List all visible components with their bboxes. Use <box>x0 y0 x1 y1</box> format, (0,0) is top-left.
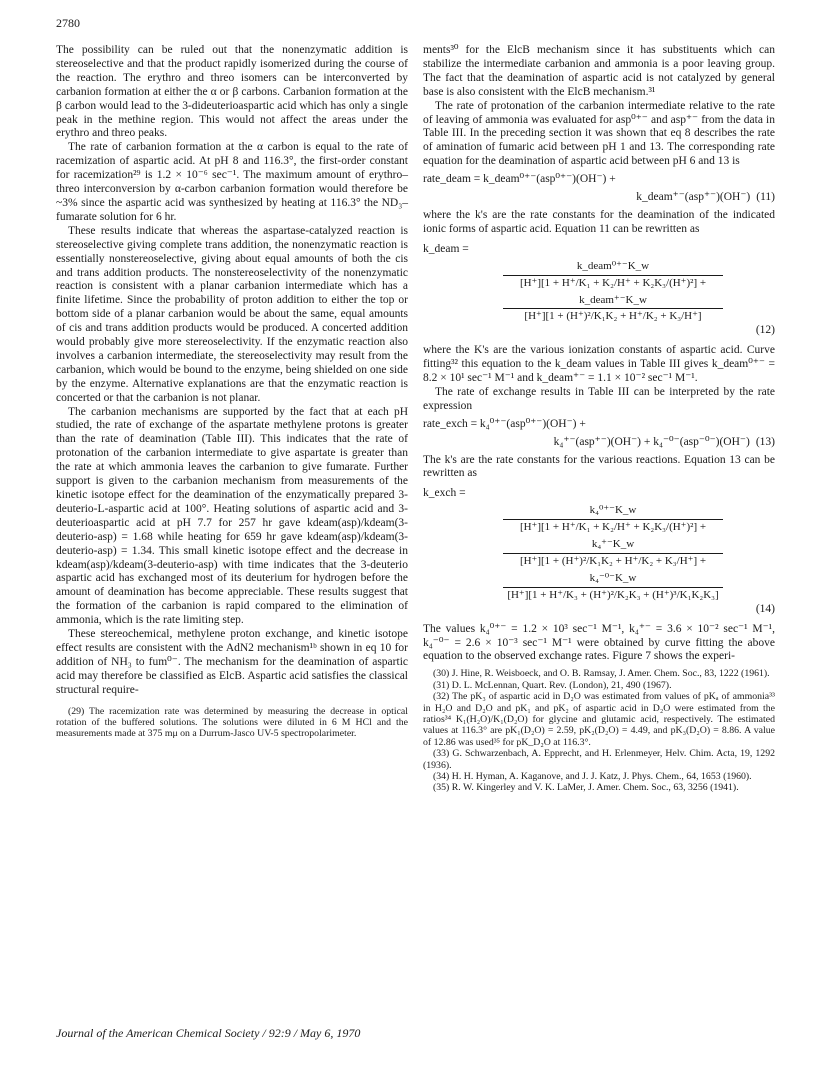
paragraph: where the k's are the rate constants for the deamination of the indicated ionic forms of aspartic acid. Equation 11 can be rewritten as <box>423 208 775 235</box>
equation-11 <box>423 173 775 205</box>
fraction-bar <box>503 275 723 276</box>
equation-number: (13) <box>755 435 775 448</box>
paragraph: The carbanion mechanisms are supported by the fact that at each pH studied, the rate of exchange of the aspartate methylene protons is greater than the rate of deamination (Table III). This indicates that the rate of protonation of the carbanion intermediate to give aspartate is greater than the rate at which ammonia leaves the carbanion to give fumarate. Further support is given to the carbanion mechanism from measurements of the kinetic isotope effect for the deamination of the enzymatically prepared 3-deuterio-L-aspartic acid at 100°. Heating solutions of aspartic acid and 3-deuterioaspartic acid at pH 7.7 for 257 hr gave kdeam(asp)/kdeam(3-deuterio-asp) = 1.68 while heating for 659 hr gave kdeam(asp)/kdeam(3-deuterio-asp) = 1.34. This small kinetic isotope effect and the decrease in kdeam(asp)/kdeam(3-deuterio-asp) with time indicates that the 3-deuterio aspartic acid has exchanged most of its deuterium for hydrogen before the amount of deamination has become appreciable. These results suggest that the formation of the carbanion is rapid compared to the elimination of ammonia, which is the rate limiting step. <box>56 405 408 627</box>
equation-number: (12) <box>755 324 775 337</box>
fraction-numerator: k_deam⁺⁻K_w <box>579 293 647 306</box>
paragraph: The k's are the rate constants for the various reactions. Equation 13 can be rewritten as <box>423 453 775 480</box>
fraction-denominator: [H⁺][1 + (H⁺)²/K₁K₂ + H⁺/K₂ + K₃/H⁺] <box>524 310 702 323</box>
fraction-denominator: [H⁺][1 + H⁺/K₁ + K₂/H⁺ + K₂K₃/(H⁺)²] + <box>519 521 707 534</box>
journal-footer: Journal of the American Chemical Society / 92:9 / May 6, 1970 <box>56 1026 361 1040</box>
fraction-numerator: k_deam⁰⁺⁻K_w <box>576 259 650 272</box>
equation-14 <box>423 487 775 616</box>
footnote: (31) D. L. McLennan, Quart. Rev. (London), 21, 490 (1967). <box>433 679 672 691</box>
fraction-bar <box>503 308 723 309</box>
equation-text: rate_deam = k_deam⁰⁺⁻(asp⁰⁺⁻)(OH⁻) + <box>423 173 616 186</box>
paragraph: The rate of protonation of the carbanion intermediate relative to the rate of leaving of ammonia was evaluated for asp⁰⁺⁻ and asp⁺⁻ from the data in Table III. In the preceding section it was shown that eq 8 describes the rate of amination of fumaric acid between pH 1 and 13. The corresponding rate equation for the deamination of aspartic acid between pH 6 and 13 is <box>423 99 775 168</box>
equation-12 <box>423 243 775 338</box>
footnote: (29) The racemization rate was determined by measuring the decrease in optical rotation of the buffered solutions. The solutions were diluted in 6 M HCl and the measurements made at 375 mμ on a Durrum-Jasco UV-5 spectropolarimeter. <box>56 705 408 740</box>
paragraph: These stereochemical, methylene proton exchange, and kinetic isotope effect results are consistent with the AdN2 mechanism¹ᵇ shown in eq 10 for addition of NH₃ to fum⁰⁻. The mechanism for the deamination of aspartic acid may therefore be classified as ElcB. Aspartic acid satisfies the classical structural require- <box>56 628 408 696</box>
equation-number: (14) <box>755 602 775 615</box>
paragraph: The values k₄⁰⁺⁻ = 1.2 × 10³ sec⁻¹ M⁻¹, k₄⁺⁻ = 3.6 × 10⁻² sec⁻¹ M⁻¹, k₄⁻⁰⁻ = 2.6 × 10⁻³ sec⁻¹ M⁻¹ were obtained by curve fitting the above equation to the observed exchange rates. Figure 7 shows the experi- <box>423 622 775 663</box>
fraction-denominator: [H⁺][1 + H⁺/K₃ + (H⁺)²/K₂K₃ + (H⁺)³/K₁K₂K₃] <box>507 588 719 601</box>
paragraph: The rate of carbanion formation at the α carbon is equal to the rate of racemization of aspartic acid. At pH 8 and 116.3°, the first-order constant for racemization²⁹ is 1.2 × 10⁻⁶ sec⁻¹. The maximum amount of erythro–threo interconversion by α-carbon carbanion formation would therefore be ~3% since the aspartic acid was synthesized by heating at 116.3° the ND₃–fumarate solution for 6 hr. <box>56 141 408 223</box>
right-column <box>423 44 775 794</box>
fraction-numerator: k₄⁻⁰⁻K_w <box>589 571 637 584</box>
paragraph: where the K's are the various ionization constants of aspartic acid. Curve fitting³² this equation to the k_deam values in Table III gives k_deam⁰⁺⁻ = 8.2 × 10¹ sec⁻¹ M⁻¹ and k_deam⁺⁻ = 1.1 × 10⁻² sec⁻¹ M⁻¹. <box>423 344 775 385</box>
footnote: (34) H. H. Hyman, A. Kaganove, and J. J. Katz, J. Phys. Chem., 64, 1653 (1960). <box>433 771 752 782</box>
paragraph: These results indicate that whereas the aspartase-catalyzed reaction is stereoselective giving complete trans addition, the nonenzymatic reaction is essentially nonstereoselective, giving about equal amounts of both the cis and trans addition products. The nonstereoselectivity of the nonenzymatic reaction is consistent with a planar carbanion intermediate which has a finite lifetime. Since the probability of proton addition to either the top or bottom side of a planar carbanion would be about the same, equal amounts of cis and trans addition products would be produced. A concerted addition would probably give more stereoselectivity. If the enzymatic reaction also involves a carbanion intermediate, the stereoselectivity may result from the carbanion, which would be bound to the enzyme, being shielded on one side by the enzyme. Alternative explanations are that the enzymatic reaction is concerted or that the carbanion is not planar. <box>56 224 408 404</box>
fraction-numerator: k₄⁰⁺⁻K_w <box>589 504 637 517</box>
paragraph: The rate of exchange results in Table III can be interpreted by the rate expression <box>423 385 775 412</box>
paragraph: The possibility can be ruled out that the nonenzymatic addition is stereoselective and that the product rapidly isomerized during the course of the reaction. The erythro and threo isomers can be interconverted by carbanion formation at either the α or β carbons. Carbanion formation at the β carbon would lead to the 3-dideuterioaspartic acid which has only a single peak in the methine region. This would not affect the areas under the erythro and threo peaks. <box>56 44 408 140</box>
equation-text: rate_exch = k₄⁰⁺⁻(asp⁰⁺⁻)(OH⁻) + <box>423 417 586 430</box>
equation-lhs: k_exch = <box>423 487 466 500</box>
left-column <box>56 44 408 740</box>
fraction-bar <box>503 553 723 554</box>
footnote: (30) J. Hine, R. Weisboeck, and O. B. Ramsay, J. Amer. Chem. Soc., 83, 1222 (1961). <box>433 668 770 680</box>
fraction-bar <box>503 587 723 588</box>
footnotes <box>423 668 775 793</box>
fraction-denominator: [H⁺][1 + H⁺/K₁ + K₂/H⁺ + K₂K₃/(H⁺)²] + <box>519 276 707 289</box>
paragraph: ments³⁰ for the ElcB mechanism since it has substituents which can stabilize the intermediate carbanion and ammonia is a poor leaving group. The fact that the deamination of aspartic acid is not catalyzed by general base is also consistent with the ElcB mechanism.³¹ <box>423 44 775 98</box>
equation-lhs: k_deam = <box>423 242 469 255</box>
equation-text: k_deam⁺⁻(asp⁺⁻)(OH⁻) <box>636 191 751 204</box>
fraction-denominator: [H⁺][1 + (H⁺)²/K₁K₂ + H⁺/K₂ + K₃/H⁺] + <box>519 555 707 567</box>
footnote: (35) R. W. Kingerley and V. K. LaMer, J. Amer. Chem. Soc., 63, 3256 (1941). <box>433 782 739 794</box>
page-number: 2780 <box>56 16 80 30</box>
fraction-numerator: k₄⁺⁻K_w <box>591 538 635 551</box>
footnote: (33) G. Schwarzenbach, A. Epprecht, and H. Erlenmeyer, Helv. Chim. Acta, 19, 1292 (1936). <box>423 748 775 771</box>
equation-text: k₄⁺⁻(asp⁺⁻)(OH⁻) + k₄⁻⁰⁻(asp⁻⁰⁻)(OH⁻) <box>553 435 750 448</box>
fraction-bar <box>503 519 723 520</box>
equation-13 <box>423 418 775 450</box>
equation-number: (11) <box>756 191 775 204</box>
footnote: (32) The pK₃ of aspartic acid in D₂O was estimated from values of pKₐ of ammonia³³ in H₂O and D₂O and pK₁ and pK₂ of aspartic acid in D₂O were estimated from the ratios³⁴ K₁(H₂O)/K₁(D₂O) for glycine and glutamic acid, respectively. The estimated values at 116.3° are pK₁(D₂O) = 2.59, pK₂(D₂O) = 4.49, and pK₃(D₂O) = 8.86. A value of 12.86 was used³⁵ for pK_D₂O at 116.3°. <box>423 691 775 748</box>
